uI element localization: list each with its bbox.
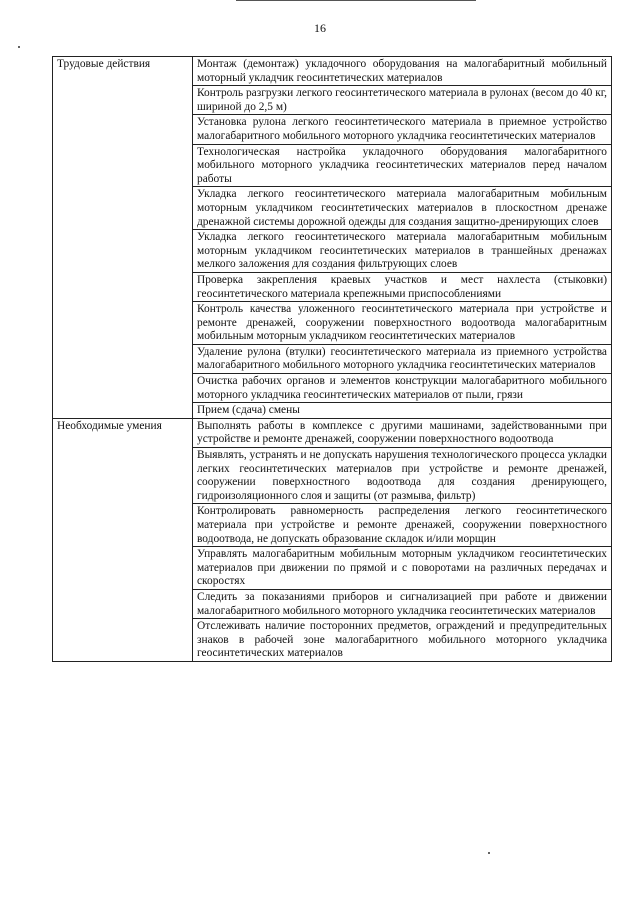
competency-table bbox=[52, 56, 612, 662]
section-item: Контролировать равномерность распределения легкого геосинтетического материала при устройстве и ремонте дренажей, сооружении поверхностного водоотвода, не допускать образование складок и/или морщин bbox=[193, 504, 612, 547]
section-item: Проверка закрепления краевых участков и мест нахлеста (стыковки) геосинтетического материала крепежными приспособлениями bbox=[193, 272, 612, 301]
scan-artifact bbox=[236, 0, 476, 3]
section-item: Установка рулона легкого геосинтетического материала в приемное устройство малогабаритного мобильного моторного укладчика геосинтетических материалов bbox=[193, 115, 612, 144]
section-item: Выполнять работы в комплексе с другими машинами, задействованными при устройстве и ремонте дренажей, сооружении поверхностного водоотвода bbox=[193, 418, 612, 447]
section-item: Прием (сдача) смены bbox=[193, 403, 612, 419]
section-item: Укладка легкого геосинтетического материала малогабаритным мобильным моторным укладчиком геосинтетических материалов в траншейных дренажах мелкого заложения для создания фильтрующих слоев bbox=[193, 230, 612, 273]
scan-speck bbox=[18, 46, 20, 48]
section-item: Выявлять, устранять и не допускать нарушения технологического процесса укладки легких геосинтетических материалов при устройстве и ремонте дренажей, сооружении поверхностного водоотвода для создания дренирующего, гидроизоляционного слоя и защиты (от размыва, фильтр) bbox=[193, 448, 612, 504]
section-item: Контроль разгрузки легкого геосинтетического материала в рулонах (весом до 40 кг, шириной до 2,5 м) bbox=[193, 86, 612, 115]
table-row bbox=[53, 57, 612, 86]
section-item: Очистка рабочих органов и элементов конструкции малогабаритного мобильного моторного укладчика геосинтетических материалов от пыли, грязи bbox=[193, 374, 612, 403]
scan-speck bbox=[488, 852, 490, 854]
table-row bbox=[53, 418, 612, 447]
section-item: Отслеживать наличие посторонних предметов, ограждений и предупредительных знаков в рабочей зоне малогабаритного мобильного моторного укладчика геосинтетических материалов bbox=[193, 619, 612, 662]
section-item: Следить за показаниями приборов и сигнализацией при работе и движении малогабаритного мобильного моторного укладчика геосинтетических материалов bbox=[193, 589, 612, 618]
section-item: Контроль качества уложенного геосинтетического материала при устройстве и ремонте дренажей, сооружении поверхностного водоотвода малогабаритным мобильным моторным укладчиком геосинтетических материалов bbox=[193, 302, 612, 345]
competency-table-body bbox=[53, 57, 612, 662]
section-label: Трудовые действия bbox=[53, 57, 193, 419]
section-item: Укладка легкого геосинтетического материала малогабаритным мобильным моторным укладчиком геосинтетических материалов в плоскостном дренаже дренажной системы дорожной одежды для создания защитно-дренирующих слоев bbox=[193, 187, 612, 230]
section-label: Необходимые умения bbox=[53, 418, 193, 661]
section-item: Технологическая настройка укладочного оборудования малогабаритного мобильного моторного укладчика геосинтетических материалов перед началом работы bbox=[193, 144, 612, 187]
section-item: Удаление рулона (втулки) геосинтетического материала из приемного устройства малогабаритного мобильного моторного укладчика геосинтетических материалов bbox=[193, 344, 612, 373]
page-number: 16 bbox=[314, 21, 326, 35]
section-item: Монтаж (демонтаж) укладочного оборудования на малогабаритный мобильный моторный укладчик геосинтетических материалов bbox=[193, 57, 612, 86]
section-item: Управлять малогабаритным мобильным моторным укладчиком геосинтетических материалов при движении по прямой и с поворотами на различных передачах и скоростях bbox=[193, 547, 612, 590]
